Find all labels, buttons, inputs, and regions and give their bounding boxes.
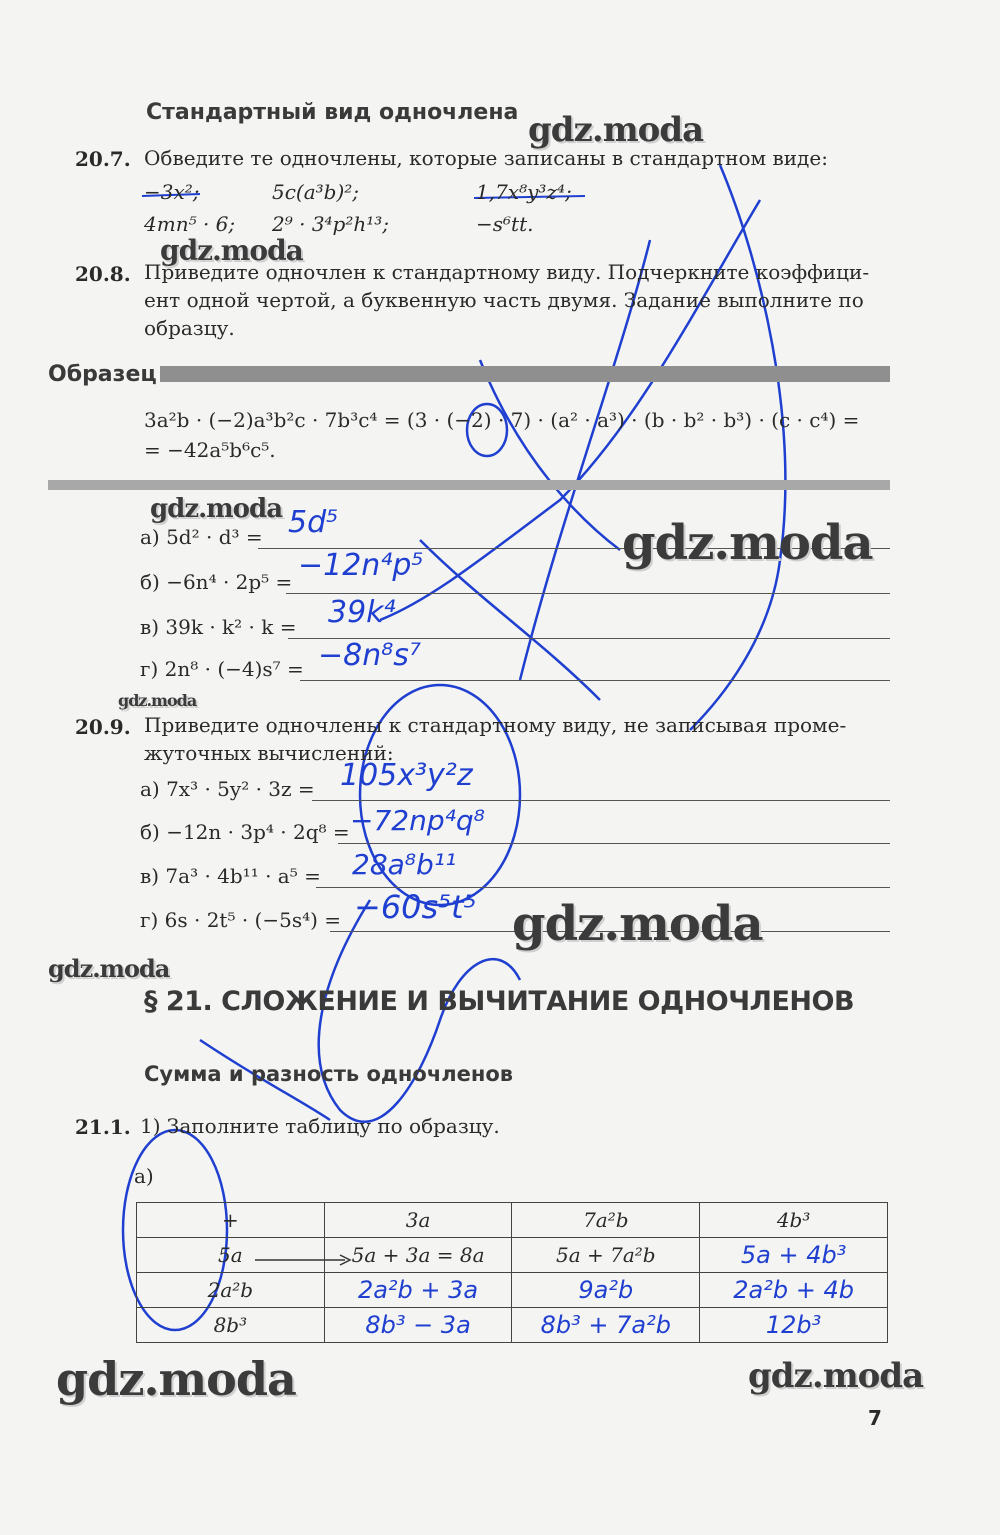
handwritten-answer: 28a⁸b¹¹ — [352, 848, 457, 881]
task-label: в) 7a³ · 4b¹¹ · a⁵ = — [140, 864, 321, 888]
handwritten-answer: −12n⁴p⁵ — [298, 548, 424, 583]
sample-line: 3a²b · (−2)a³b²c · 7b³c⁴ = (3 · (−2) · 7) · (a² · a³) · (b · b² · b³) · (c · c⁴) = — [144, 408, 860, 432]
table-cell-handwritten: 2a²b + 4b — [700, 1273, 888, 1308]
exercise-text: Приведите одночлен к стандартному виду. Подчеркните коэффици- — [144, 260, 870, 284]
handwritten-answer: 105x³y²z — [340, 758, 473, 793]
watermark: gdz.moda — [48, 954, 170, 983]
watermark: gdz.moda — [748, 1356, 924, 1396]
task-label: а) 7x³ · 5y² · 3z = — [140, 777, 315, 801]
watermark: gdz.moda — [622, 515, 873, 571]
exercise-text: Приведите одночлены к стандартному виду, не записывая проме- — [144, 713, 847, 737]
page-number: 7 — [868, 1406, 882, 1430]
exercise-text: ент одной чертой, а буквенную часть двумя. Задание выполните по — [144, 288, 864, 312]
task-label: б) −6n⁴ · 2p⁵ = — [140, 570, 293, 594]
table-header: 7a²b — [512, 1203, 700, 1238]
exercise-text: образцу. — [144, 316, 235, 340]
subsection-heading: Сумма и разность одночленов — [144, 1062, 514, 1086]
table-cell-handwritten: 9a²b — [512, 1273, 700, 1308]
table-header: 3a — [324, 1203, 512, 1238]
task-label: г) 2n⁸ · (−4)s⁷ = — [140, 657, 304, 681]
watermark: gdz.moda — [56, 1352, 296, 1406]
exercise-number: 20.8. — [75, 262, 131, 286]
answer-line — [300, 680, 890, 681]
handwritten-answer: 5d⁵ — [288, 505, 339, 540]
table-row-head: 2a²b — [137, 1273, 325, 1308]
sample-label: Образец — [48, 362, 157, 387]
exercise-number: 20.9. — [75, 715, 131, 739]
watermark: gdz.moda — [150, 494, 283, 524]
table-cell-handwritten: 2a²b + 3a — [324, 1273, 512, 1308]
monomial-item: 1,7x⁸y³z⁴; — [476, 180, 572, 204]
watermark: gdz.moda — [118, 691, 197, 710]
table-row-head: 5a — [137, 1238, 325, 1273]
handwritten-answer: 39k⁴ — [328, 595, 396, 630]
monomial-item: −s⁶tt. — [476, 212, 534, 236]
watermark: gdz.moda — [512, 896, 763, 952]
table-cell: 5a + 3a = 8a — [324, 1238, 512, 1273]
sample-line: = −42a⁵b⁶c⁵. — [144, 438, 276, 462]
answer-line — [286, 593, 890, 594]
task-label: г) 6s · 2t⁵ · (−5s⁴) = — [140, 908, 342, 932]
table-cell-handwritten: 12b³ — [700, 1308, 888, 1343]
handwritten-answer: −72np⁴q⁸ — [350, 804, 485, 837]
section-heading: Стандартный вид одночлена — [146, 100, 519, 125]
task-label: а) 5d² · d³ = — [140, 525, 263, 549]
exercise-number: 21.1. — [75, 1115, 131, 1139]
answer-line — [312, 800, 890, 801]
exercise-part: а) — [134, 1164, 154, 1188]
table-row-head: 8b³ — [137, 1308, 325, 1343]
monomial-item: 5c(a³b)²; — [272, 180, 360, 204]
exercise-text: 1) Заполните таблицу по образцу. — [140, 1114, 500, 1138]
exercise-number: 20.7. — [75, 147, 131, 171]
answer-line — [338, 843, 890, 844]
table-header: 4b³ — [700, 1203, 888, 1238]
handwritten-answer: −60s⁵t⁵ — [354, 888, 477, 926]
exercise-text: Обведите те одночлены, которые записаны в стандартном виде: — [144, 146, 828, 170]
monomial-item: 2⁹ · 3⁴p²h¹³; — [272, 212, 390, 236]
sample-band-bottom — [48, 480, 890, 490]
table-cell-handwritten: 8b³ + 7a²b — [512, 1308, 700, 1343]
watermark: gdz.moda — [528, 110, 704, 150]
sum-table — [136, 1202, 888, 1343]
task-label: б) −12n · 3p⁴ · 2q⁸ = — [140, 820, 350, 844]
monomial-item: −3x²; — [144, 180, 200, 204]
handwritten-answer: −8n⁸s⁷ — [318, 638, 421, 673]
table-cell-handwritten: 5a + 4b³ — [700, 1238, 888, 1273]
table-header: + — [137, 1203, 325, 1238]
monomial-item: 4mn⁵ · 6; — [144, 212, 236, 236]
section-title: § 21. СЛОЖЕНИЕ И ВЫЧИТАНИЕ ОДНОЧЛЕНОВ — [144, 986, 855, 1017]
sample-band — [160, 366, 890, 382]
task-label: в) 39k · k² · k = — [140, 615, 297, 639]
table-cell-handwritten: 8b³ − 3a — [324, 1308, 512, 1343]
watermark: gdz.moda — [160, 234, 303, 267]
table-cell: 5a + 7a²b — [512, 1238, 700, 1273]
exercise-text: жуточных вычислений: — [144, 741, 394, 765]
